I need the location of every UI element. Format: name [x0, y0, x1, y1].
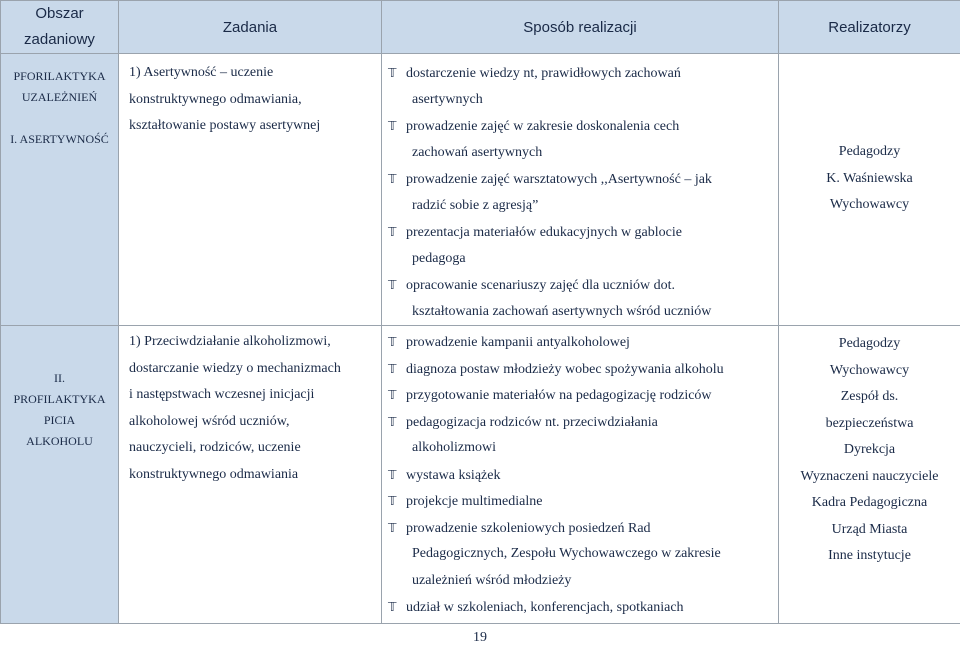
executor-line: Wychowawcy — [829, 362, 910, 378]
method-item: 𝕋 udział w szkoleniach, konferencjach, spotkaniach — [388, 594, 778, 621]
method-item: 𝕋 diagnoza postaw młodzieży wobec spożywania alkoholu — [388, 356, 778, 383]
task-line: konstruktywnego odmawiania — [129, 466, 299, 482]
header-method: Sposób realizacji — [382, 1, 779, 54]
method-item: 𝕋 pedagogizacja rodziców nt. przeciwdziałania — [388, 409, 778, 436]
header-area-line: zadaniowy — [24, 31, 95, 48]
method-item-continuation: uzależnień wśród młodzieży — [412, 572, 572, 588]
method-item: 𝕋 prowadzenie kampanii antyalkoholowej — [388, 329, 778, 356]
table-row — [1, 54, 960, 326]
header-row — [1, 1, 960, 54]
method-item: 𝕋 prowadzenie zajęć warsztatowych ,,Asertywność – jak — [388, 166, 778, 193]
ribbon-bullet-icon: 𝕋 — [388, 66, 397, 80]
method-item-continuation: radzić sobie z agresją” — [412, 197, 539, 213]
method-item: 𝕋 dostarczenie wiedzy nt, prawidłowych zachowań — [388, 60, 778, 87]
task-line: nauczycieli, rodziców, uczenie — [129, 440, 301, 455]
method-item: 𝕋 prezentacja materiałów edukacyjnych w gablocie — [388, 219, 778, 246]
tasks-cell — [119, 326, 382, 624]
area-line: PICIA — [43, 413, 76, 427]
executor-line: Wychowawcy — [829, 197, 910, 212]
method-item-continuation: zachowań asertywnych — [412, 144, 543, 160]
ribbon-bullet-icon: 𝕋 — [388, 335, 397, 349]
method-item: 𝕋 wystawa książek — [388, 462, 778, 489]
area-cell — [1, 54, 119, 326]
method-item: 𝕋 projekcje multimedialne — [388, 488, 778, 515]
ribbon-bullet-icon: 𝕋 — [388, 278, 397, 292]
ribbon-bullet-icon: 𝕋 — [388, 172, 397, 186]
executor-line: Inne instytucje — [828, 548, 911, 563]
ribbon-bullet-icon: 𝕋 — [388, 467, 397, 482]
ribbon-bullet-icon: 𝕋 — [388, 119, 397, 133]
executor-line: Urząd Miasta — [831, 521, 908, 537]
area-cell — [1, 326, 119, 624]
task-line: dostarczanie wiedzy o mechanizmach — [129, 360, 341, 376]
method-item: 𝕋 prowadzenie szkoleniowych posiedzeń Rad — [388, 515, 778, 542]
area-line: PROFILAKTYKA — [13, 392, 106, 406]
method-item-continuation: Pedagogicznych, Zespołu Wychowawczego w zakresie — [412, 546, 721, 561]
method-item-continuation: pedagoga — [412, 250, 466, 266]
executor-line: Pedagodzy — [838, 144, 901, 159]
task-line: alkoholowej wśród uczniów, — [129, 413, 290, 429]
method-item: 𝕋 przygotowanie materiałów na pedagogizację rodziców — [388, 382, 778, 409]
ribbon-bullet-icon: 𝕋 — [388, 494, 397, 508]
methods-cell — [382, 54, 779, 326]
area-line: PFORILAKTYKA — [13, 69, 106, 83]
executors-cell — [779, 326, 960, 624]
methods-cell — [382, 326, 779, 624]
executor-line: Zespół ds. — [840, 389, 899, 404]
method-item: 𝕋 prowadzenie zajęć w zakresie doskonalenia cech — [388, 113, 778, 140]
area-line: II. — [54, 371, 65, 385]
table-row — [1, 326, 960, 624]
executor-line: Kadra Pedagogiczna — [811, 495, 928, 510]
task-line: konstruktywnego odmawiania, — [129, 91, 302, 107]
ribbon-bullet-icon: 𝕋 — [388, 414, 397, 429]
ribbon-bullet-icon: 𝕋 — [388, 600, 397, 614]
header-executors: Realizatorzy — [779, 1, 960, 54]
header-tasks: Zadania — [119, 1, 382, 54]
task-line: 1) Asertywność – uczenie — [129, 65, 274, 80]
ribbon-bullet-icon: 𝕋 — [388, 388, 397, 402]
area-line: UZALEŻNIEŃ — [21, 90, 98, 104]
page-number: 19 — [473, 630, 487, 645]
executor-line: Pedagodzy — [838, 336, 901, 351]
method-item-continuation: asertywnych — [412, 91, 483, 107]
task-line: 1) Przeciwdziałanie alkoholizmowi, — [129, 334, 331, 349]
method-item-continuation: alkoholizmowi — [412, 440, 496, 455]
area-line: I. ASERTYWNOŚĆ — [10, 132, 109, 146]
tasks-cell — [119, 54, 382, 326]
ribbon-bullet-icon: 𝕋 — [388, 361, 397, 376]
executor-line: K. Waśniewska — [826, 170, 913, 186]
method-item: 𝕋 opracowanie scenariuszy zajęć dla uczniów dot. — [388, 272, 778, 299]
ribbon-bullet-icon: 𝕋 — [388, 520, 397, 535]
header-area-line: Obszar — [35, 5, 84, 22]
ribbon-bullet-icon: 𝕋 — [388, 225, 397, 239]
area-line: ALKOHOLU — [26, 434, 93, 448]
executor-line: Wyznaczeni nauczyciele — [800, 468, 939, 484]
executor-line: bezpieczeństwa — [825, 415, 914, 431]
header-area — [1, 1, 119, 54]
method-item-continuation: kształtowania zachowań asertywnych wśród uczniów — [412, 303, 712, 319]
executor-line: Dyrekcja — [843, 442, 896, 457]
executors-cell — [779, 54, 960, 326]
task-line: i następstwach wczesnej inicjacji — [129, 387, 315, 402]
area-line — [1, 108, 118, 129]
task-line: kształtowanie postawy asertywnej — [129, 118, 321, 133]
